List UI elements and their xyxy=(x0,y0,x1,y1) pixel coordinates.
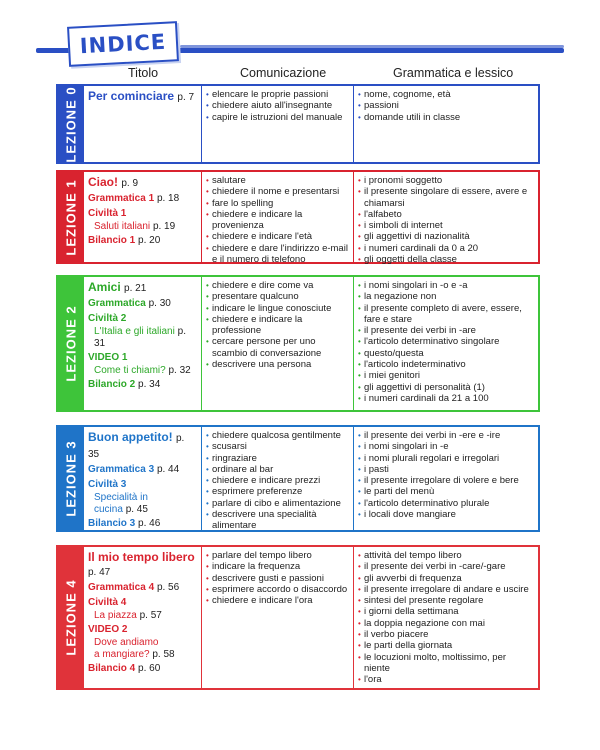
list-item: • capire le istruzioni del manuale xyxy=(206,112,349,123)
lesson-tab xyxy=(58,547,84,688)
list-item: • il presente irregolare di andare e uscire xyxy=(358,584,534,595)
list-item: • cercare persone per uno scambio di conversazione xyxy=(206,336,349,359)
list-item: • il presente singolare di essere, avere e chiamarsi xyxy=(358,186,534,209)
list-item: • descrivere gusti e passioni xyxy=(206,573,349,584)
comunicazione-cell xyxy=(202,86,354,162)
video-label: VIDEO 1 xyxy=(88,352,128,363)
list-item: • chiedere e indicare la provenienza xyxy=(206,209,349,232)
list-item: • il presente dei verbi in -care/-gare xyxy=(358,561,534,572)
titolo-cell xyxy=(84,547,202,688)
lesson-title[interactable]: Per cominciare p. 7 xyxy=(88,89,195,103)
list-item: • l'articolo determinativo plurale xyxy=(358,498,534,509)
grammatica-cell xyxy=(354,427,538,530)
list-item: • chiedere e indicare la professione xyxy=(206,314,349,337)
comunicazione-cell xyxy=(202,547,354,688)
lesson-title[interactable]: Il mio tempo libero p. 47 xyxy=(88,550,195,578)
video-link[interactable]: Dove andiamo a mangiare? p. 58 xyxy=(94,637,175,660)
list-item: • salutare xyxy=(206,175,349,186)
lesson-0 xyxy=(56,84,540,164)
grammatica-cell xyxy=(354,172,538,266)
titolo-cell xyxy=(84,427,202,530)
comunicazione-cell xyxy=(202,172,354,266)
list-item: • chiedere aiuto all'insegnante xyxy=(206,100,349,111)
titolo-cell xyxy=(84,172,202,262)
titolo-cell xyxy=(84,277,202,410)
lesson-tab-label: LEZIONE 2 xyxy=(63,305,79,382)
list-item: • descrivere una specialità alimentare xyxy=(206,509,349,532)
list-item: • il presente dei verbi in -ere e -ire xyxy=(358,430,534,441)
civilta-link[interactable]: L'Italia e gli italiani p. 31 xyxy=(94,326,186,349)
lesson-tab-label: LEZIONE 1 xyxy=(63,178,79,256)
list-item: • il presente irregolare di volere e bere xyxy=(358,475,534,486)
list-item: • gli avverbi di frequenza xyxy=(358,573,534,584)
list-item: • indicare la frequenza xyxy=(206,561,349,572)
list-item: • indicare le lingue conosciute xyxy=(206,303,349,314)
list-item: • esprimere preferenze xyxy=(206,486,349,497)
titolo-cell xyxy=(84,86,202,162)
lesson-tab xyxy=(58,427,84,530)
lesson-tab xyxy=(58,86,84,162)
list-item: • il verbo piacere xyxy=(358,629,534,640)
list-item: • i nomi singolari in -o e -a xyxy=(358,280,534,291)
list-item: • la doppia negazione con mai xyxy=(358,618,534,629)
lesson-4 xyxy=(56,545,540,690)
list-item: • i locali dove mangiare xyxy=(358,509,534,520)
list-item: • il presente dei verbi in -are xyxy=(358,325,534,336)
grammatica-link[interactable]: Grammatica 4 p. 56 xyxy=(88,582,180,593)
comunicazione-cell xyxy=(202,427,354,530)
lesson-tab xyxy=(58,277,84,410)
lesson-title[interactable]: Buon appetito! p. 35 xyxy=(88,430,185,460)
list-item: • domande utili in classe xyxy=(358,112,534,123)
list-item: • esprimere accordo o disaccordo xyxy=(206,584,349,595)
video-link[interactable]: Come ti chiami? p. 32 xyxy=(94,365,191,376)
list-item: • l'alfabeto xyxy=(358,209,534,220)
list-item: • l'articolo determinativo singolare xyxy=(358,336,534,347)
lesson-tab-label: LEZIONE 0 xyxy=(63,85,79,163)
list-item: • l'articolo indeterminativo xyxy=(358,359,534,370)
list-item: • questo/questa xyxy=(358,348,534,359)
list-item: • le parti della giornata xyxy=(358,640,534,651)
list-item: • le locuzioni molto, moltissimo, per niente xyxy=(358,652,534,675)
page-title: INDICE xyxy=(79,29,167,59)
lesson-title[interactable]: Ciao! p. 9 xyxy=(88,175,139,189)
list-item: • scusarsi xyxy=(206,441,349,452)
list-item: • chiedere e dire come va xyxy=(206,280,349,291)
list-item: • la negazione non xyxy=(358,291,534,302)
list-item: • i pronomi soggetto xyxy=(358,175,534,186)
civilta-label: Civiltà 4 xyxy=(88,597,127,608)
column-header-titolo: Titolo xyxy=(128,66,159,80)
bilancio-link[interactable]: Bilancio 2 p. 34 xyxy=(88,379,161,390)
bilancio-link[interactable]: Bilancio 4 p. 60 xyxy=(88,663,161,674)
list-item: • elencare le proprie passioni xyxy=(206,89,349,100)
list-item: • i nomi plurali regolari e irregolari xyxy=(358,453,534,464)
civilta-link[interactable]: La piazza p. 57 xyxy=(94,610,162,621)
lesson-title[interactable]: Amici p. 21 xyxy=(88,280,147,294)
civilta-link[interactable]: Specialità in cucina p. 45 xyxy=(94,492,148,515)
lesson-tab-label: LEZIONE 4 xyxy=(63,579,79,656)
list-item: • i miei genitori xyxy=(358,370,534,381)
list-item: • parlare di cibo e alimentazione xyxy=(206,498,349,509)
bilancio-link[interactable]: Bilancio 3 p. 46 xyxy=(88,518,161,529)
lesson-tab-label: LEZIONE 3 xyxy=(63,440,79,517)
list-item: • nome, cognome, età xyxy=(358,89,534,100)
list-item: • l'ora xyxy=(358,674,534,685)
list-item: • attività del tempo libero xyxy=(358,550,534,561)
column-header-comunicazione: Comunicazione xyxy=(240,66,327,80)
header-rule-thin xyxy=(180,45,564,48)
list-item: • sintesi del presente regolare xyxy=(358,595,534,606)
list-item: • i numeri cardinali da 0 a 20 xyxy=(358,243,534,254)
list-item: • chiedere e dare l'indirizzo e-mail e il numero di telefono xyxy=(206,243,349,266)
list-item: • chiedere e indicare prezzi xyxy=(206,475,349,486)
list-item: • fare lo spelling xyxy=(206,198,349,209)
grammatica-cell xyxy=(354,547,538,688)
grammatica-link[interactable]: Grammatica p. 30 xyxy=(88,298,171,309)
lesson-3 xyxy=(56,425,540,532)
list-item: • i nomi singolari in -e xyxy=(358,441,534,452)
list-item: • chiedere il nome e presentarsi xyxy=(206,186,349,197)
lesson-2 xyxy=(56,275,540,412)
grammatica-link[interactable]: Grammatica 3 p. 44 xyxy=(88,464,180,475)
lesson-1 xyxy=(56,170,540,264)
list-item: • gli aggettivi di personalità (1) xyxy=(358,382,534,393)
civilta-label: Civiltà 1 xyxy=(88,208,127,219)
index-title-tag xyxy=(67,21,179,67)
list-item: • le parti del menù xyxy=(358,486,534,497)
list-item: • i giorni della settimana xyxy=(358,606,534,617)
grammatica-cell xyxy=(354,277,538,410)
list-item: • il presente completo di avere, essere, fare e stare xyxy=(358,303,534,326)
list-item: • descrivere una persona xyxy=(206,359,349,370)
list-item: • i pasti xyxy=(358,464,534,475)
civilta-link[interactable]: Saluti italiani p. 19 xyxy=(94,221,176,232)
list-item: • passioni xyxy=(358,100,534,111)
bilancio-link[interactable]: Bilancio 1 p. 20 xyxy=(88,235,161,246)
civilta-label: Civiltà 2 xyxy=(88,313,127,324)
comunicazione-cell xyxy=(202,277,354,410)
list-item: • chiedere e indicare l'ora xyxy=(206,595,349,606)
list-item: • ordinare al bar xyxy=(206,464,349,475)
list-item: • chiedere e indicare l'età xyxy=(206,231,349,242)
grammatica-cell xyxy=(354,86,538,162)
list-item: • ringraziare xyxy=(206,453,349,464)
lesson-tab xyxy=(58,172,84,262)
video-label: VIDEO 2 xyxy=(88,624,128,635)
list-item: • presentare qualcuno xyxy=(206,291,349,302)
grammatica-link[interactable]: Grammatica 1 p. 18 xyxy=(88,193,180,204)
civilta-label: Civiltà 3 xyxy=(88,479,127,490)
list-item: • gli oggetti della classe xyxy=(358,254,534,265)
list-item: • gli aggettivi di nazionalità xyxy=(358,231,534,242)
list-item: • i simboli di internet xyxy=(358,220,534,231)
column-header-grammatica: Grammatica e lessico xyxy=(393,66,514,80)
list-item: • chiedere qualcosa gentilmente xyxy=(206,430,349,441)
list-item: • i numeri cardinali da 21 a 100 xyxy=(358,393,534,404)
list-item: • parlare del tempo libero xyxy=(206,550,349,561)
